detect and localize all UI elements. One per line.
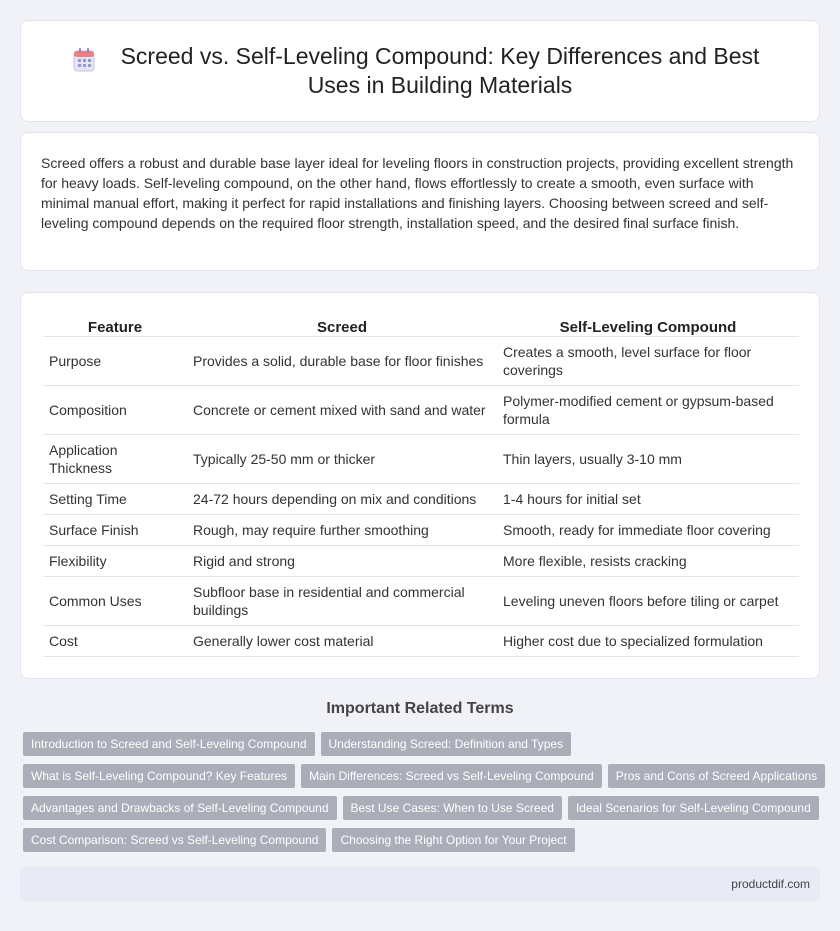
table-row <box>43 577 799 626</box>
related-term-tag[interactable]: Pros and Cons of Screed Applications <box>608 764 825 788</box>
table-cell: Leveling uneven floors before tiling or carpet <box>497 577 799 626</box>
related-terms-title: Important Related Terms <box>326 700 514 717</box>
comparison-table <box>43 317 799 657</box>
table-row <box>43 546 799 577</box>
table-cell: Thin layers, usually 3-10 mm <box>497 435 799 484</box>
table-cell: Common Uses <box>43 577 187 626</box>
table-cell: 24-72 hours depending on mix and conditions <box>187 484 497 515</box>
summary-card <box>20 132 820 271</box>
footer <box>20 867 820 901</box>
table-cell: More flexible, resists cracking <box>497 546 799 577</box>
table-row <box>43 386 799 435</box>
table-cell: Composition <box>43 386 187 435</box>
table-cell: Cost <box>43 626 187 657</box>
related-term-tag[interactable]: Best Use Cases: When to Use Screed <box>343 796 562 820</box>
related-term-tag[interactable]: Understanding Screed: Definition and Types <box>321 732 572 756</box>
table-header-row <box>43 317 799 337</box>
related-term-tag[interactable]: Ideal Scenarios for Self-Leveling Compound <box>568 796 819 820</box>
comparison-table-card <box>20 292 820 679</box>
table-cell: Application Thickness <box>43 435 187 484</box>
table-cell: Smooth, ready for immediate floor covering <box>497 515 799 546</box>
related-terms-list <box>23 732 823 860</box>
footer-site-link[interactable]: productdif.com <box>731 877 810 891</box>
table-cell: Generally lower cost material <box>187 626 497 657</box>
table-cell: Surface Finish <box>43 515 187 546</box>
table-cell: Provides a solid, durable base for floor finishes <box>187 337 497 386</box>
title-card <box>20 20 820 122</box>
table-cell: 1-4 hours for initial set <box>497 484 799 515</box>
related-term-tag[interactable]: Cost Comparison: Screed vs Self-Leveling Compound <box>23 828 326 852</box>
related-term-tag[interactable]: Main Differences: Screed vs Self-Leveling Compound <box>301 764 602 788</box>
table-cell: Higher cost due to specialized formulation <box>497 626 799 657</box>
related-term-tag[interactable]: What is Self-Leveling Compound? Key Features <box>23 764 295 788</box>
column-header-self-leveling: Self-Leveling Compound <box>497 317 799 337</box>
table-row <box>43 515 799 546</box>
table-row <box>43 626 799 657</box>
related-term-tag[interactable]: Introduction to Screed and Self-Leveling Compound <box>23 732 315 756</box>
table-cell: Rough, may require further smoothing <box>187 515 497 546</box>
table-row <box>43 435 799 484</box>
page-title: Screed vs. Self-Leveling Compound: Key Differences and Best Uses in Building Materials <box>120 43 760 98</box>
table-cell: Polymer-modified cement or gypsum-based formula <box>497 386 799 435</box>
table-cell: Concrete or cement mixed with sand and water <box>187 386 497 435</box>
table-row <box>43 337 799 386</box>
table-cell: Setting Time <box>43 484 187 515</box>
table-cell: Typically 25-50 mm or thicker <box>187 435 497 484</box>
table-row <box>43 484 799 515</box>
related-term-tag[interactable]: Advantages and Drawbacks of Self-Leveling Compound <box>23 796 337 820</box>
table-cell: Flexibility <box>43 546 187 577</box>
table-cell: Subfloor base in residential and commercial buildings <box>187 577 497 626</box>
table-cell: Creates a smooth, level surface for floor coverings <box>497 337 799 386</box>
summary-text: Screed offers a robust and durable base layer ideal for leveling floors in construction projects, providing excellent strength for heavy loads. Self-leveling compound, on the other hand, flows effortlessly to create a smooth, even surface with minimal manual effort, making it perfect for rapid installations and finishing layers. Choosing between screed and self-leveling compound depends on the required floor strength, installation speed, and the desired final surface finish. <box>41 155 794 231</box>
table-cell: Rigid and strong <box>187 546 497 577</box>
column-header-feature: Feature <box>43 317 187 337</box>
table-cell: Purpose <box>43 337 187 386</box>
column-header-screed: Screed <box>187 317 497 337</box>
related-term-tag[interactable]: Choosing the Right Option for Your Project <box>332 828 574 852</box>
